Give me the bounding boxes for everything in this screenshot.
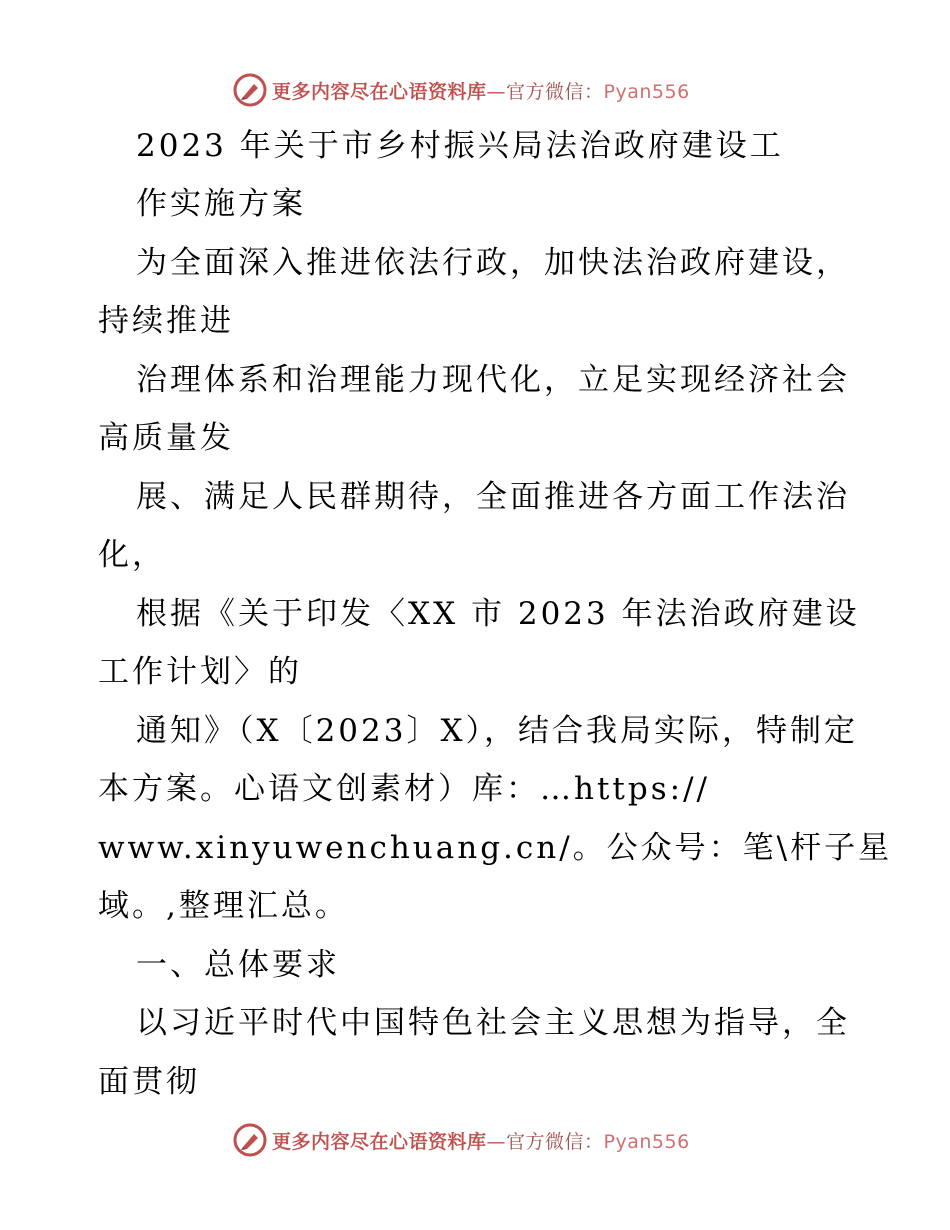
paragraph-line: 根据《关于印发〈XX 市 2023 年法治政府建设 xyxy=(136,596,860,632)
paragraph-line: 为全面深入推进依法行政，加快法治政府建设， xyxy=(136,245,850,281)
document-title-line: 作实施方案 xyxy=(136,186,306,222)
pen-logo-icon xyxy=(232,1122,268,1158)
banner-label: 官方微信： xyxy=(506,80,604,103)
paragraph-line: 高质量发 xyxy=(98,420,234,456)
banner-main-text: 更多内容尽在心语资料库 xyxy=(272,80,487,103)
paragraph-line: 展、满足人民群期待，全面推进各方面工作法治 xyxy=(136,479,850,515)
banner-dash: — xyxy=(486,1130,507,1153)
paragraph-line: 化， xyxy=(98,537,166,573)
banner-label: 官方微信： xyxy=(506,1130,604,1153)
paragraph-line: 治理体系和治理能力现代化，立足实现经济社会 xyxy=(136,362,850,398)
paragraph-line: 以习近平时代中国特色社会主义思想为指导，全 xyxy=(136,1005,850,1041)
banner-wechat-id: Pyan556 xyxy=(603,80,690,103)
paragraph-line: www.xinyuwenchuang.cn/。公众号：笔\杆子星 xyxy=(98,830,893,866)
banner-dash: — xyxy=(486,80,507,103)
document-title-line: 2023 年关于市乡村振兴局法治政府建设工 xyxy=(136,128,784,164)
banner-main-text: 更多内容尽在心语资料库 xyxy=(272,1130,487,1153)
pen-logo-icon xyxy=(232,72,268,108)
paragraph-line: 工作计划〉的 xyxy=(98,654,302,690)
paragraph-line: 本方案。心语文创素材）库：…https:// xyxy=(98,771,710,807)
section-heading: 一、总体要求 xyxy=(136,947,340,983)
paragraph-line: 域。,整理汇总。 xyxy=(98,888,349,924)
paragraph-line: 通知》（X〔2023〕X），结合我局实际，特制定 xyxy=(136,713,859,749)
header-watermark xyxy=(232,70,690,110)
footer-watermark xyxy=(232,1120,690,1160)
paragraph-line: 持续推进 xyxy=(98,303,234,339)
banner-wechat-id: Pyan556 xyxy=(603,1130,690,1153)
paragraph-line: 面贯彻 xyxy=(98,1064,200,1100)
